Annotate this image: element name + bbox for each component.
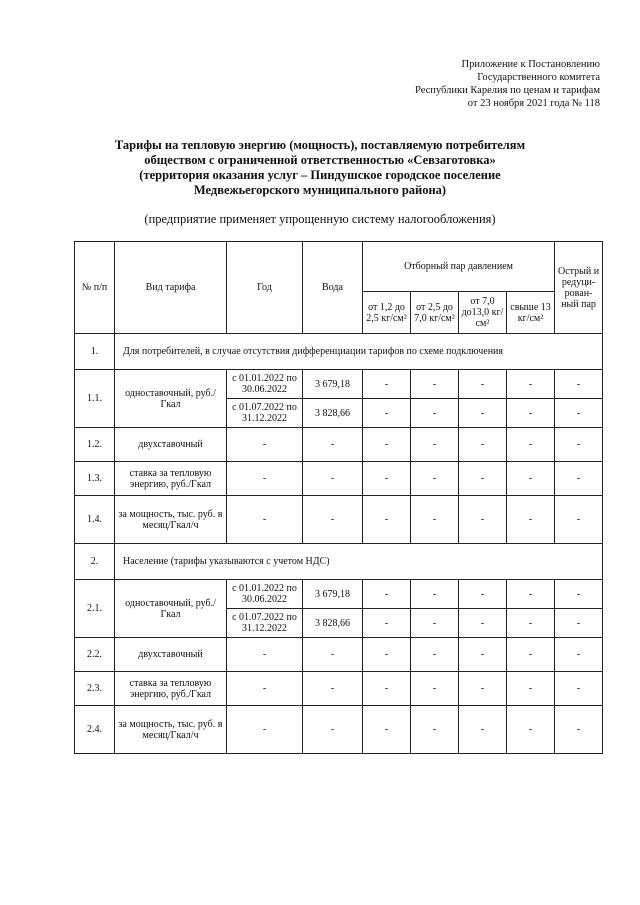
row-period: - — [227, 706, 303, 754]
row-num: 1.2. — [75, 428, 115, 462]
row-water-tariff: 3 828,66 — [303, 609, 363, 638]
row-num: 2.3. — [75, 672, 115, 706]
empty-value-cell: - — [507, 496, 555, 544]
row-num: 2.4. — [75, 706, 115, 754]
row-water-tariff: - — [303, 428, 363, 462]
empty-value-cell: - — [555, 706, 603, 754]
document-title — [60, 138, 580, 198]
empty-value-cell: - — [411, 638, 459, 672]
empty-value-cell: - — [459, 706, 507, 754]
empty-value-cell: - — [459, 462, 507, 496]
row-tariff-type: двухставочный — [115, 428, 227, 462]
title-line: (территория оказания услуг – Пиндушское городское поселение — [139, 168, 501, 182]
empty-value-cell: - — [363, 428, 411, 462]
section-num: 2. — [75, 544, 115, 580]
empty-value-cell: - — [363, 496, 411, 544]
row-tariff-type: одноставочный, руб./Гкал — [115, 580, 227, 638]
empty-value-cell: - — [411, 370, 459, 399]
title-line: Медвежьегорского муниципального района) — [193, 183, 447, 197]
row-period: - — [227, 428, 303, 462]
empty-value-cell: - — [363, 706, 411, 754]
empty-value-cell: - — [459, 638, 507, 672]
row-tariff-type: ставка за тепловую энергию, руб./Гкал — [115, 672, 227, 706]
empty-value-cell: - — [411, 706, 459, 754]
row-tariff-type: за мощность, тыс. руб. в месяц/Гкал/ч — [115, 496, 227, 544]
empty-value-cell: - — [411, 672, 459, 706]
empty-value-cell: - — [459, 370, 507, 399]
empty-value-cell: - — [507, 462, 555, 496]
empty-value-cell: - — [507, 706, 555, 754]
empty-value-cell: - — [363, 580, 411, 609]
table-row — [75, 672, 603, 706]
empty-value-cell: - — [459, 496, 507, 544]
header-water: Вода — [303, 242, 363, 334]
empty-value-cell: - — [555, 580, 603, 609]
empty-value-cell: - — [459, 580, 507, 609]
table-row — [75, 428, 603, 462]
row-num: 1.1. — [75, 370, 115, 428]
row-water-tariff: - — [303, 672, 363, 706]
empty-value-cell: - — [507, 370, 555, 399]
appendix-line: Государственного комитета — [477, 72, 600, 83]
row-water-tariff: 3 679,18 — [303, 370, 363, 399]
table-row — [75, 580, 603, 609]
header-steam-col: от 7,0 до13,0 кг/см² — [459, 292, 507, 334]
empty-value-cell: - — [363, 672, 411, 706]
empty-value-cell: - — [363, 370, 411, 399]
row-period: - — [227, 462, 303, 496]
section-header-row — [75, 334, 603, 370]
empty-value-cell: - — [507, 672, 555, 706]
row-water-tariff: - — [303, 462, 363, 496]
row-num: 2.2. — [75, 638, 115, 672]
header-year: Год — [227, 242, 303, 334]
empty-value-cell: - — [555, 428, 603, 462]
header-steam-col: от 1,2 до 2,5 кг/см² — [363, 292, 411, 334]
empty-value-cell: - — [555, 370, 603, 399]
empty-value-cell: - — [411, 496, 459, 544]
section-title: Для потребителей, в случае отсутствия дифференциации тарифов по схеме подключения — [115, 334, 603, 370]
header-tariff-type: Вид тарифа — [115, 242, 227, 334]
empty-value-cell: - — [411, 462, 459, 496]
empty-value-cell: - — [459, 672, 507, 706]
row-water-tariff: - — [303, 706, 363, 754]
header-steam-col: от 2,5 до 7,0 кг/см² — [411, 292, 459, 334]
table-row — [75, 496, 603, 544]
empty-value-cell: - — [555, 496, 603, 544]
empty-value-cell: - — [363, 609, 411, 638]
row-tariff-type: ставка за тепловую энергию, руб./Гкал — [115, 462, 227, 496]
empty-value-cell: - — [411, 428, 459, 462]
appendix-line: от 23 ноября 2021 года № 118 — [467, 98, 600, 109]
row-period: с 01.01.2022 по 30.06.2022 — [227, 580, 303, 609]
row-period: - — [227, 638, 303, 672]
empty-value-cell: - — [411, 580, 459, 609]
row-num: 1.3. — [75, 462, 115, 496]
row-period: - — [227, 672, 303, 706]
empty-value-cell: - — [507, 580, 555, 609]
row-period: с 01.07.2022 по 31.12.2022 — [227, 609, 303, 638]
header-steam: Отборный пар давлением — [363, 242, 555, 292]
empty-value-cell: - — [507, 609, 555, 638]
row-water-tariff: 3 679,18 — [303, 580, 363, 609]
title-line: Тарифы на тепловую энергию (мощность), поставляемую потребителям — [114, 138, 526, 152]
empty-value-cell: - — [411, 399, 459, 428]
section-header-row — [75, 544, 603, 580]
empty-value-cell: - — [363, 399, 411, 428]
row-num: 2.1. — [75, 580, 115, 638]
empty-value-cell: - — [363, 638, 411, 672]
table-row — [75, 462, 603, 496]
header-steam-col: свыше 13 кг/см² — [507, 292, 555, 334]
table-row — [75, 370, 603, 399]
section-title: Население (тарифы указываются с учетом НДС) — [115, 544, 603, 580]
empty-value-cell: - — [507, 638, 555, 672]
appendix-line: Приложение к Постановлению — [461, 59, 600, 70]
row-period: с 01.01.2022 по 30.06.2022 — [227, 370, 303, 399]
empty-value-cell: - — [555, 638, 603, 672]
title-line: обществом с ограниченной ответственностью «Севзаготовка» — [144, 153, 496, 167]
header-num: № п/п — [75, 242, 115, 334]
row-water-tariff: - — [303, 638, 363, 672]
empty-value-cell: - — [459, 609, 507, 638]
tariff-table — [74, 241, 603, 754]
appendix-line: Республики Карелия по ценам и тарифам — [415, 85, 600, 96]
empty-value-cell: - — [555, 462, 603, 496]
empty-value-cell: - — [411, 609, 459, 638]
empty-value-cell: - — [555, 672, 603, 706]
empty-value-cell: - — [555, 399, 603, 428]
section-num: 1. — [75, 334, 115, 370]
row-tariff-type: одноставочный, руб./Гкал — [115, 370, 227, 428]
table-row — [75, 706, 603, 754]
table-row — [75, 638, 603, 672]
row-num: 1.4. — [75, 496, 115, 544]
row-water-tariff: 3 828,66 — [303, 399, 363, 428]
row-tariff-type: двухставочный — [115, 638, 227, 672]
empty-value-cell: - — [459, 428, 507, 462]
empty-value-cell: - — [507, 399, 555, 428]
tax-note: (предприятие применяет упрощенную систему налогообложения) — [144, 212, 496, 226]
row-period: - — [227, 496, 303, 544]
empty-value-cell: - — [363, 462, 411, 496]
appendix-header — [340, 58, 600, 110]
empty-value-cell: - — [459, 399, 507, 428]
row-tariff-type: за мощность, тыс. руб. в месяц/Гкал/ч — [115, 706, 227, 754]
empty-value-cell: - — [555, 609, 603, 638]
row-water-tariff: - — [303, 496, 363, 544]
empty-value-cell: - — [507, 428, 555, 462]
header-reduced-steam: Острый и редуци-рован-ный пар — [555, 242, 603, 334]
row-period: с 01.07.2022 по 31.12.2022 — [227, 399, 303, 428]
